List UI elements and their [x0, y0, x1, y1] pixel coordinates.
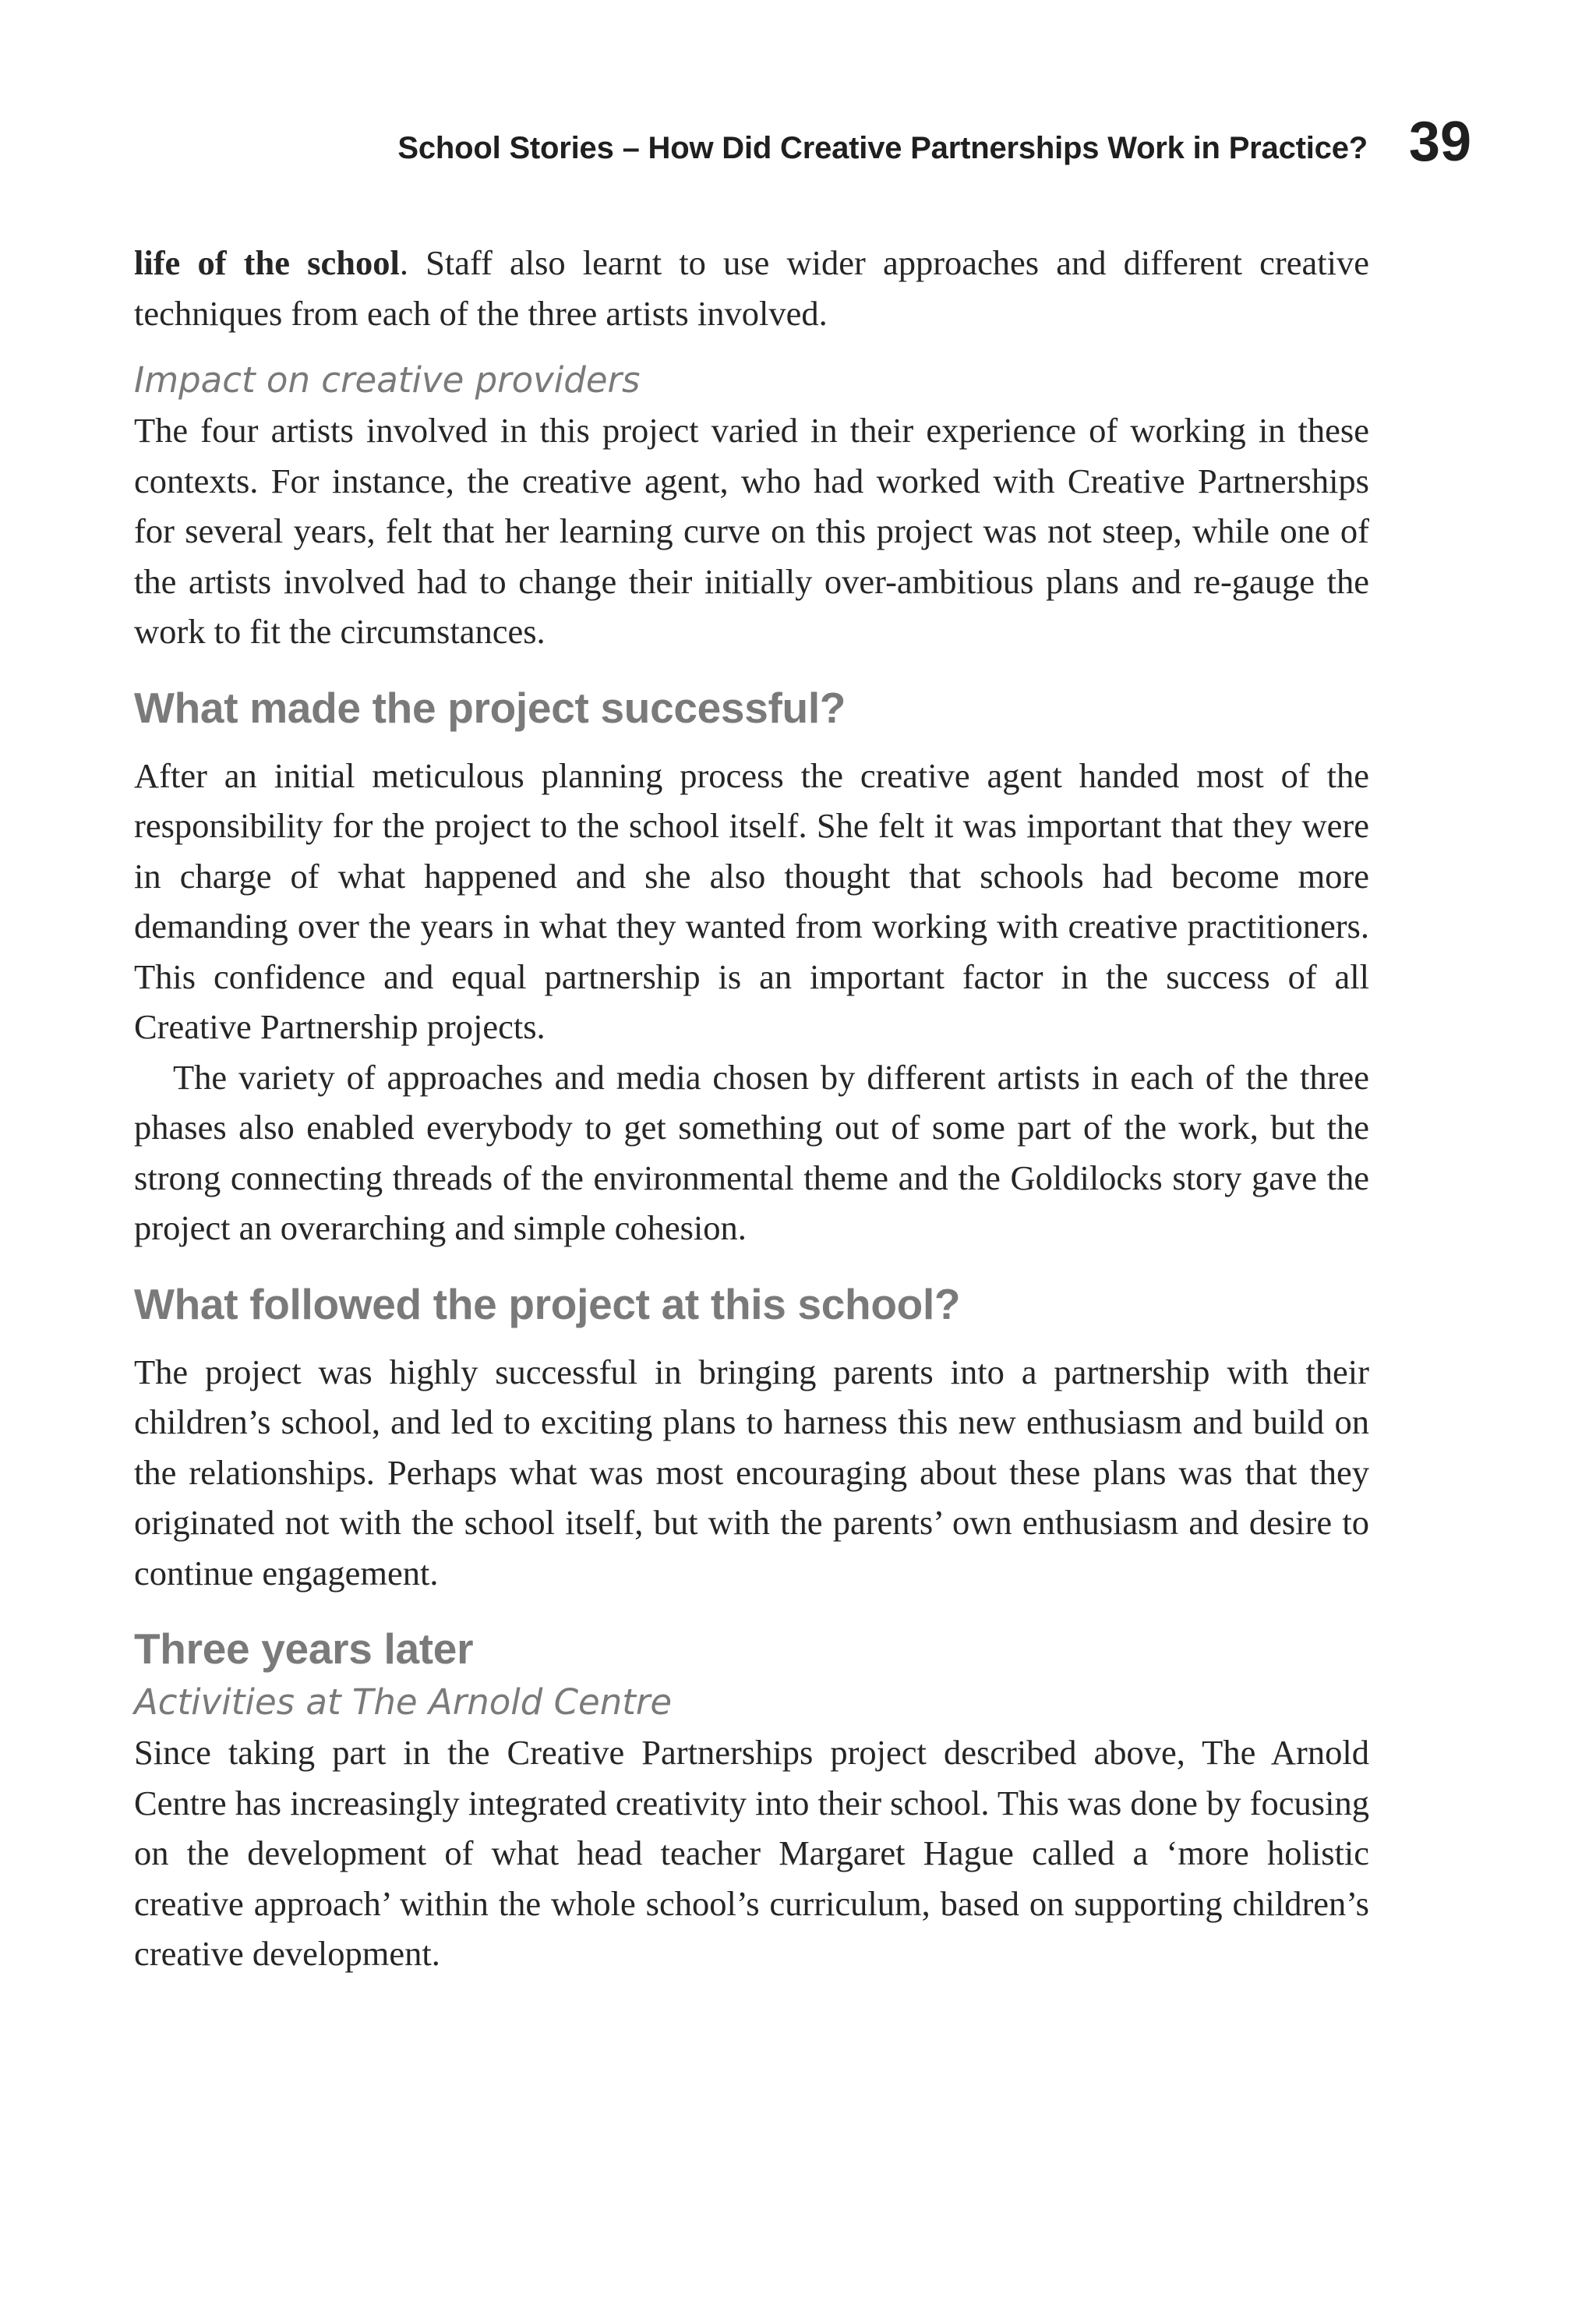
later-subheading: Activities at The Arnold Centre [134, 1681, 673, 1723]
followed-paragraph: The project was highly successful in bringing parents into a partnership with their children’s school, and led to exciting plans to harness this new enthusiasm and build on the relationships. Perhaps what was most encouraging about these plans was that they originated not with the school itself, but with the parents’ own enthusiasm and desire to continue engagement. [134, 1352, 1369, 1593]
opening-lead-bold: life of the school [134, 243, 400, 282]
impact-paragraph: The four artists involved in this project varied in their experience of working in these contexts. For instance, the creative agent, who had worked with Creative Partnerships for several years, felt that her learning curve on this project was not steep, while one of the artists involved had to change their initially over-ambitious plans and re-gauge the work to fit the circumstances. [134, 411, 1369, 651]
followed-heading: What followed the project at this school? [134, 1279, 961, 1328]
success-paragraph-2: The variety of approaches and media chosen by different artists in each of the three phases also enabled everybody to get something out of some part of the work, but the strong connecting threads of the environmental theme and the Goldilocks story gave the project an overarching and simple cohesion. [134, 1057, 1369, 1247]
impact-heading: Impact on creative providers [134, 359, 641, 401]
later-paragraph: Since taking part in the Creative Partnerships project described above, The Arnold Centre has increasingly integrated creativity into their school. This was done by focusing on the development of what head teacher Margaret Hague called a ‘more holistic creative approach’ within the whole school’s curriculum, based on supporting children’s creative development. [134, 1733, 1369, 1973]
success-heading: What made the project successful? [134, 683, 846, 732]
page-number: 39 [1408, 111, 1471, 173]
running-head [134, 109, 1473, 179]
opening-paragraph [134, 238, 1369, 338]
page-body [134, 238, 1369, 1979]
success-paragraph-1: After an initial meticulous planning process the creative agent handed most of the responsibility for the project to the school itself. She felt it was important that they were in charge of what happened and she also thought that schools had become more demanding over the years in what they wanted from working with creative practitioners. This confidence and equal partnership is an important factor in the success of all Creative Partnership projects. [134, 755, 1369, 1046]
running-title: School Stories – How Did Creative Partnerships Work in Practice? [397, 131, 1368, 165]
opening-rest: . Staff also learnt to use wider approaches and different creative techniques from each of the three artists involved. [134, 243, 1369, 333]
later-heading: Three years later [134, 1624, 474, 1673]
